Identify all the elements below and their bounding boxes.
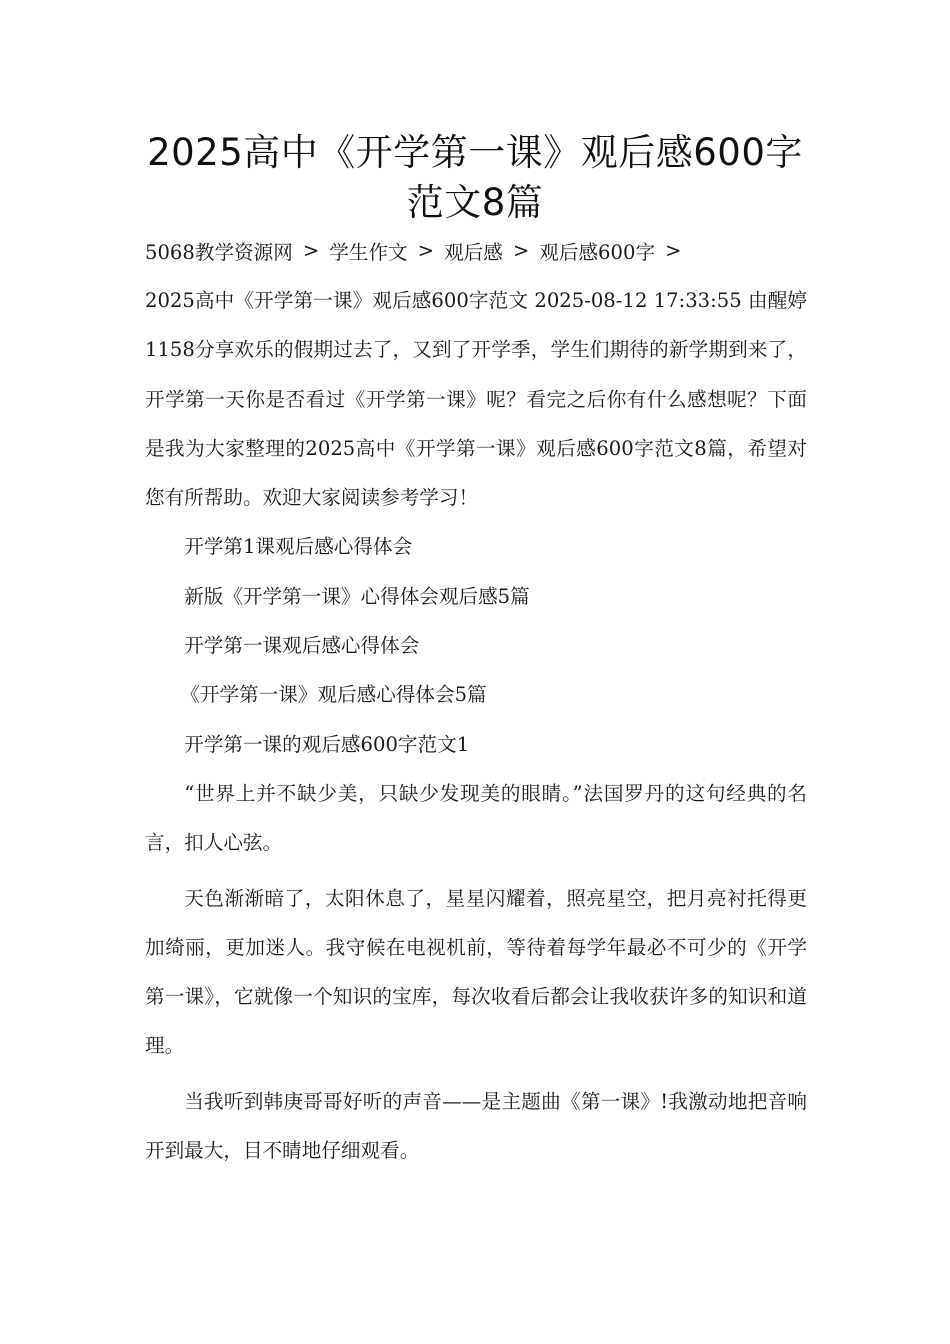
breadcrumb (145, 232, 807, 268)
related-link[interactable]: 《开学第一课》观后感心得体会5篇 (180, 683, 487, 707)
body-paragraph: 当我听到韩庚哥哥好听的声音——是主题曲《第一课》!我激动地把音响开到最大，目不睛地仔细观看。 (145, 1089, 807, 1163)
breadcrumb-separator: > (302, 238, 320, 262)
breadcrumb-separator: > (665, 238, 682, 262)
breadcrumb-item-reflections[interactable]: 观后感 (444, 240, 503, 264)
related-links-list (145, 522, 807, 719)
article-content (145, 232, 807, 1175)
body-paragraph: “世界上并不缺少美，只缺少发现美的眼睛。”法国罗丹的这句经典的名言，扣人心弦。 (145, 781, 807, 855)
intro-paragraph: 2025高中《开学第一课》观后感600字范文 2025-08-12 17:33:55 由醒婷 1158分享欢乐的假期过去了，又到了开学季，学生们期待的新学期到来了，开学第一天你是否看过《开学第一课》呢？看完之后你有什么感想呢？下面是我为大家整理的2025高中《开学第一课》观后感600字范文8篇，希望对您有所帮助。欢迎大家阅读参考学习！ (145, 289, 807, 510)
related-link[interactable]: 开学第一课观后感心得体会 (184, 634, 420, 658)
breadcrumb-separator: > (417, 238, 435, 262)
article-title (120, 128, 830, 228)
body-paragraph: 天色渐渐暗了，太阳休息了，星星闪耀着，照亮星空，把月亮衬托得更加绮丽，更加迷人。我守候在电视机前，等待着每学年最必不可少的《开学第一课》，它就像一个知识的宝库，每次收看后都会让我收获许多的知识和道理。 (145, 886, 807, 1058)
related-link[interactable]: 新版《开学第一课》心得体会观后感5篇 (184, 584, 530, 608)
related-link[interactable]: 开学第1课观后感心得体会 (184, 535, 413, 559)
article-title-line-1: 2025高中《开学第一课》观后感600字 (147, 131, 803, 174)
breadcrumb-separator: > (512, 238, 530, 262)
breadcrumb-item-site[interactable]: 5068教学资源网 (145, 240, 293, 264)
breadcrumb-item-reflections-600[interactable]: 观后感600字 (539, 240, 656, 264)
article-title-line-2: 范文8篇 (406, 181, 544, 224)
breadcrumb-item-student-essays[interactable]: 学生作文 (329, 240, 408, 264)
section-heading: 开学第一课的观后感600字范文1 (184, 732, 470, 756)
